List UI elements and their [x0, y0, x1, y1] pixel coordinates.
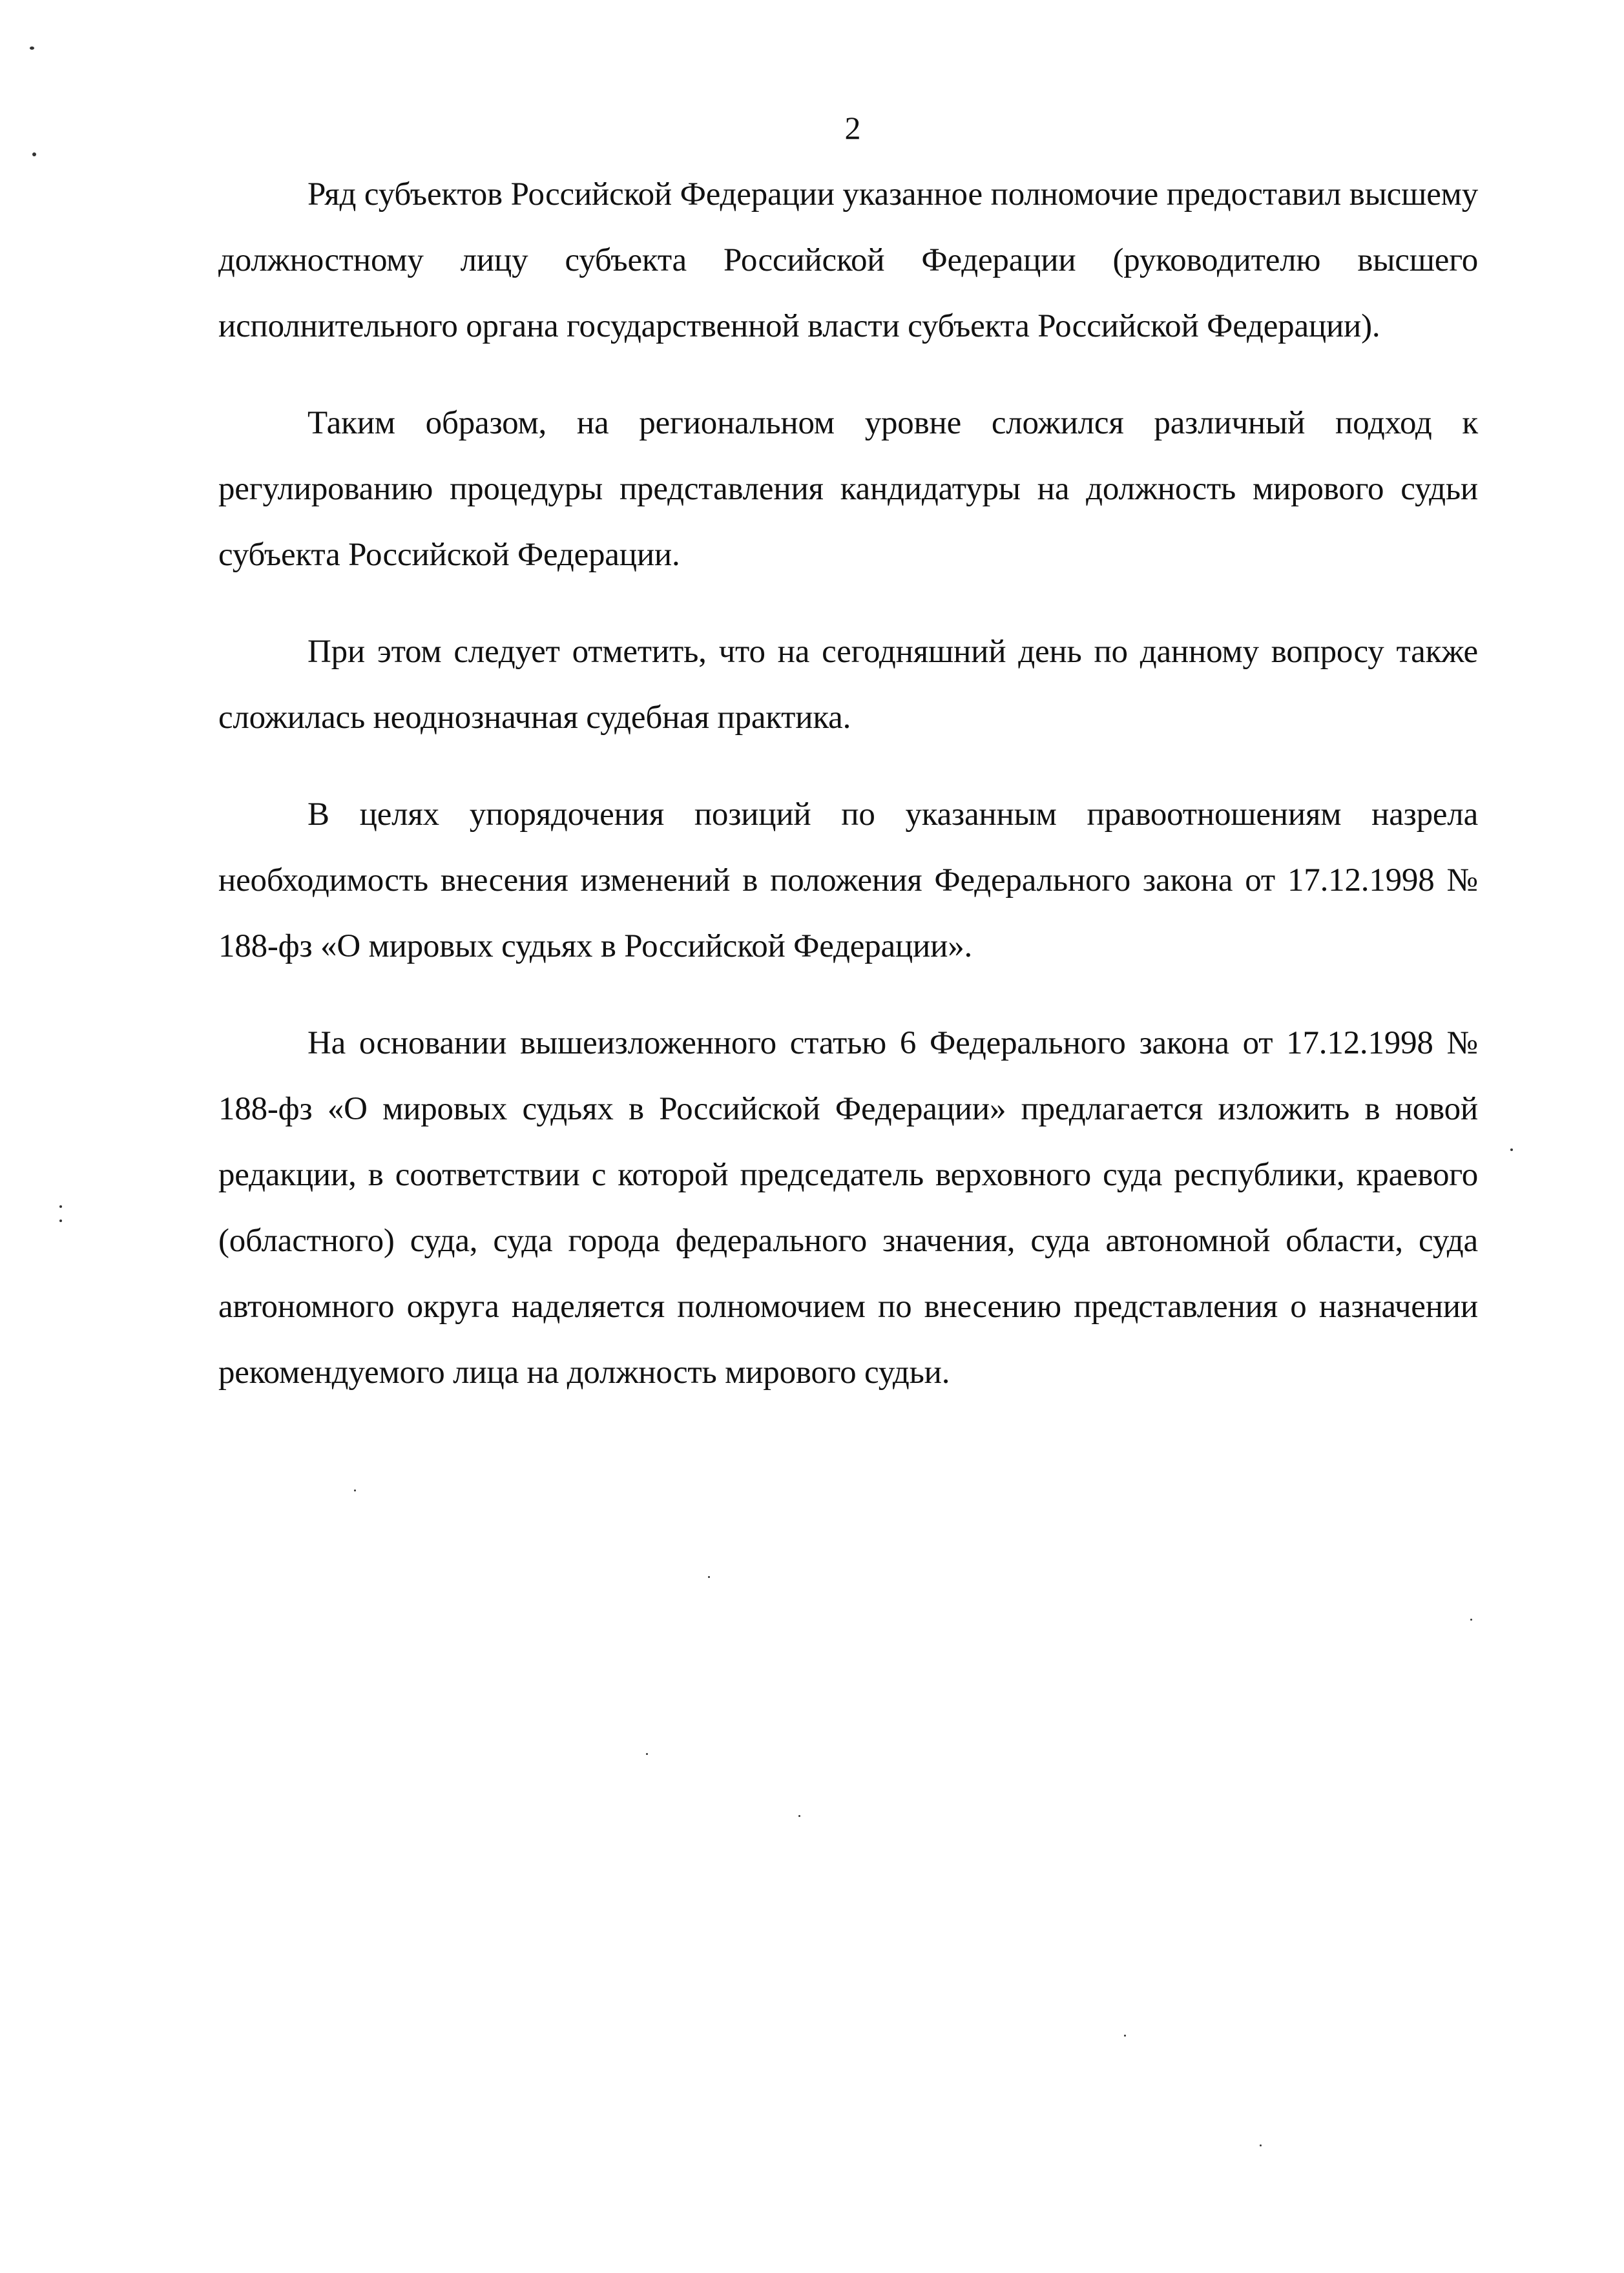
scan-speck	[59, 1220, 62, 1222]
paragraph-4: В целях упорядочения позиций по указанным правоотношениям назрела необходимость внесения изменений в положения Федерального закона от 17.12.1998 № 188-фз «О мировых судьях в Российской Федерации».	[218, 796, 1478, 964]
document-body	[218, 161, 1478, 1437]
scan-speck	[30, 47, 34, 50]
scan-speck	[646, 1753, 648, 1755]
page-number: 2	[844, 110, 861, 146]
scan-speck	[354, 1489, 356, 1491]
scan-speck	[59, 1205, 62, 1208]
scan-speck	[1124, 2035, 1126, 2037]
scan-speck	[1470, 1619, 1472, 1621]
paragraph-3: При этом следует отметить, что на сегодняшний день по данному вопросу также сложилась неоднозначная судебная практика.	[218, 634, 1478, 736]
scan-speck	[32, 152, 36, 156]
scan-speck	[708, 1576, 710, 1578]
paragraph-1: Ряд субъектов Российской Федерации указанное полномочие предоставил высшему должностному лицу субъекта Российской Федерации (руководителю высшего исполнительного органа государственной власти субъекта Российской Федерации).	[218, 176, 1478, 344]
paragraph-5: На основании вышеизложенного статью 6 Федерального закона от 17.12.1998 № 188-фз «О мировых судьях в Российской Федерации» предлагается изложить в новой редакции, в соответствии с которой председатель верховного суда республики, краевого (областного) суда, суда города федерального значения, суда автономной области, суда автономного округа наделяется полномочием по внесению представления о назначении рекомендуемого лица на должность мирового судьи.	[218, 1025, 1478, 1391]
scan-speck	[798, 1815, 800, 1817]
scan-speck	[1510, 1148, 1513, 1151]
scan-speck	[1260, 2144, 1262, 2146]
paragraph-2: Таким образом, на региональном уровне сложился различный подход к регулированию процедуры представления кандидатуры на должность мирового судьи субъекта Российской Федерации.	[218, 405, 1478, 573]
